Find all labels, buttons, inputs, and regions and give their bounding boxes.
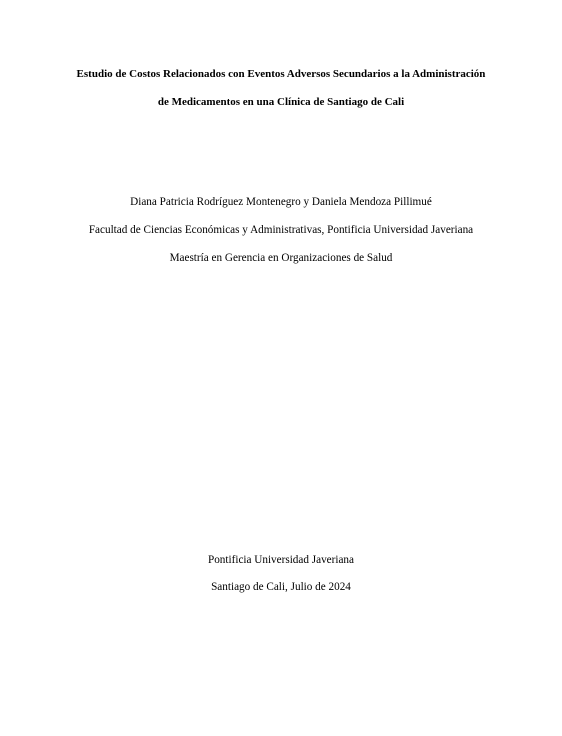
place-and-date: Santiago de Cali, Julio de 2024 bbox=[211, 581, 351, 593]
authors: Diana Patricia Rodríguez Montenegro y Daniela Mendoza Pillimué bbox=[130, 196, 432, 208]
degree-program: Maestría en Gerencia en Organizaciones de Salud bbox=[169, 252, 393, 264]
institution-name: Pontificia Universidad Javeriana bbox=[207, 554, 354, 566]
document-title-line-1: Estudio de Costos Relacionados con Eventos Adversos Secundarios a la Administración bbox=[76, 68, 486, 80]
faculty-affiliation: Facultad de Ciencias Económicas y Administrativas, Pontificia Universidad Javeriana bbox=[88, 224, 474, 236]
document-title-line-2: de Medicamentos en una Clínica de Santiago de Cali bbox=[157, 96, 405, 108]
